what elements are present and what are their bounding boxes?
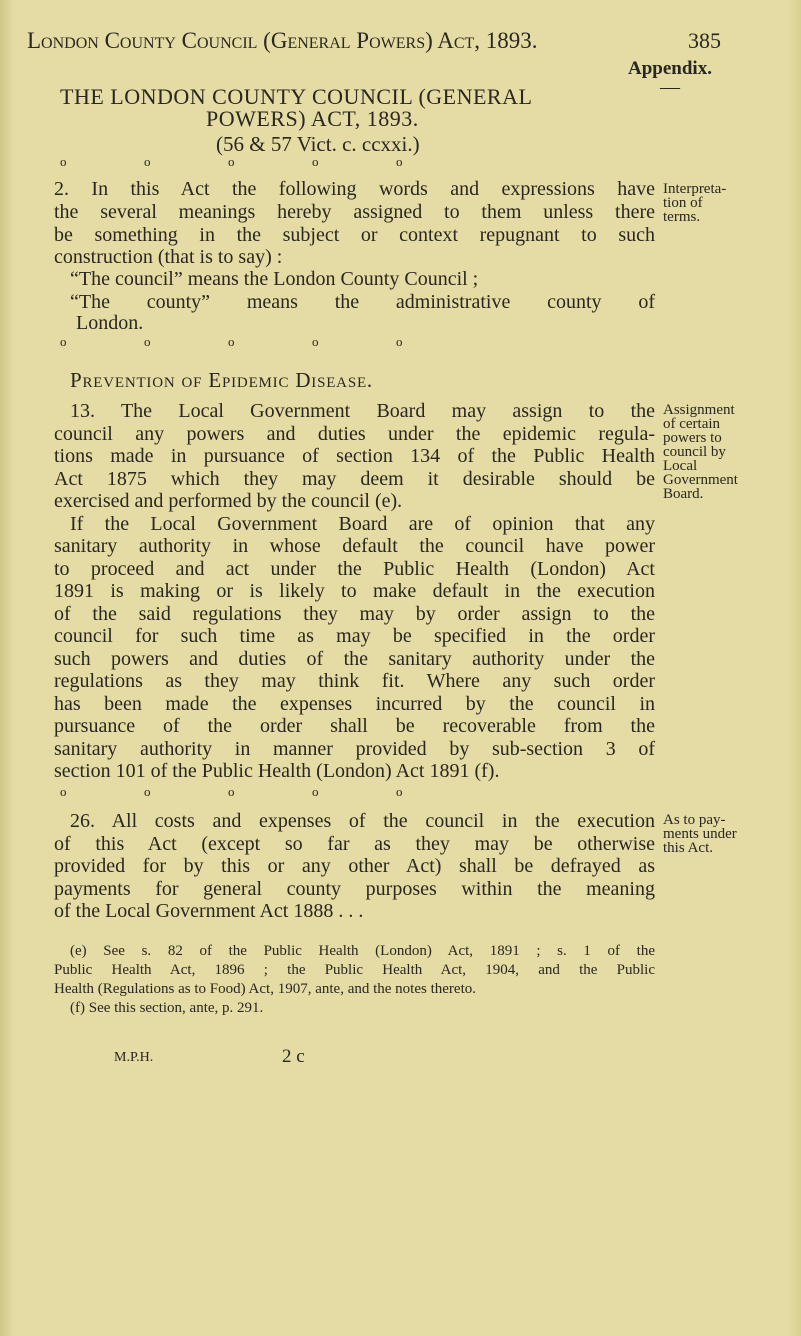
text-line: construction (that is to say) :	[54, 246, 283, 268]
appendix-dash: —	[660, 76, 680, 98]
text-line: 2. In this Act the following words and expressions have	[54, 178, 655, 200]
footnote-line: (e) See s. 82 of the Public Health (London) Act, 1891 ; s. 1 of the	[70, 943, 655, 959]
running-title: London County Council (General Powers) Act, 1893.	[27, 28, 538, 53]
margin-note: this Act.	[663, 840, 714, 856]
text-line: sanitary authority in manner provided by sub-section 3 of	[54, 737, 655, 760]
text-line: If the Local Government Board are of opinion that any	[70, 512, 655, 535]
act-title-line-2: POWERS) ACT, 1893.	[206, 106, 419, 131]
text-line: exercised and performed by the council (e).	[54, 490, 403, 512]
text-line: be something in the subject or context repugnant to such	[54, 224, 655, 246]
text-line: 26. All costs and expenses of the council in the execution	[70, 810, 655, 832]
margin-note: As to pay-	[663, 812, 726, 828]
margin-note: terms.	[663, 209, 701, 225]
margin-note: Board.	[663, 486, 704, 502]
margin-note: powers to	[663, 430, 722, 446]
margin-note: Interpreta-	[663, 181, 727, 197]
text-line: the several meanings hereby assigned to them unless there	[54, 201, 655, 223]
act-title-line-1: THE LONDON COUNTY COUNCIL (GENERAL	[60, 84, 533, 109]
text-line: payments for general county purposes within the meaning	[54, 877, 655, 900]
text-line: council any powers and duties under the epidemic regula-	[54, 422, 655, 445]
text-line: 1891 is making or is likely to make default in the execution	[54, 580, 655, 602]
text-line: of the Local Government Act 1888 . . .	[54, 900, 364, 922]
text-line: tions made in pursuance of section 134 of the Public Health	[54, 445, 655, 467]
text-line: pursuance of the order shall be recoverable from the	[54, 715, 655, 737]
text-line: “The council” means the London County Council ;	[70, 268, 479, 290]
text-line: of the said regulations they may by order assign to the	[54, 602, 655, 625]
text-line: 13. The Local Government Board may assign to the	[70, 400, 655, 422]
text-line: such powers and duties of the sanitary authority under the	[54, 647, 655, 670]
margin-note: Assignment	[663, 402, 735, 418]
text-line: regulations as they may think fit. Where any such order	[54, 670, 655, 692]
margin-note: ments under	[663, 826, 737, 842]
text-line: to proceed and act under the Public Health (London) Act	[54, 557, 655, 580]
text-line: “The county” means the administrative county of	[70, 291, 655, 313]
margin-note: council by	[663, 444, 726, 460]
appendix-label: Appendix.	[628, 58, 712, 79]
text-line: council for such time as may be specified in the order	[54, 625, 655, 647]
text-line: has been made the expenses incurred by the council in	[54, 692, 655, 715]
text-line: of this Act (except so far as they may be otherwise	[54, 832, 655, 855]
page-edge	[0, 0, 14, 1336]
text-line: London.	[76, 312, 144, 334]
margin-note: of certain	[663, 416, 721, 432]
signature-mark: M.P.H.	[114, 1050, 154, 1065]
footnote-line: Public Health Act, 1896 ; the Public Health Act, 1904, and the Public	[54, 962, 655, 978]
text-line: provided for by this or any other Act) shall be defrayed as	[54, 855, 655, 877]
page-edge-right	[787, 0, 801, 1336]
margin-note: tion of	[663, 195, 703, 211]
page-number: 385	[688, 28, 721, 53]
text-line: sanitary authority in whose default the council have power	[54, 535, 655, 557]
text-line: section 101 of the Public Health (London) Act 1891 (f).	[54, 760, 500, 782]
text-line: Act 1875 which they may deem it desirable should be	[54, 467, 655, 490]
margin-note: Local	[663, 458, 698, 474]
footnote-line: Health (Regulations as to Food) Act, 1907, ante, and the notes thereto.	[54, 981, 476, 997]
footnote-line: (f) See this section, ante, p. 291.	[70, 1000, 264, 1016]
margin-note: Government	[663, 472, 738, 488]
section-heading: Prevention of Epidemic Disease.	[70, 368, 373, 392]
citation: (56 & 57 Vict. c. ccxxi.)	[216, 132, 420, 156]
signature-number: 2 c	[282, 1046, 305, 1067]
